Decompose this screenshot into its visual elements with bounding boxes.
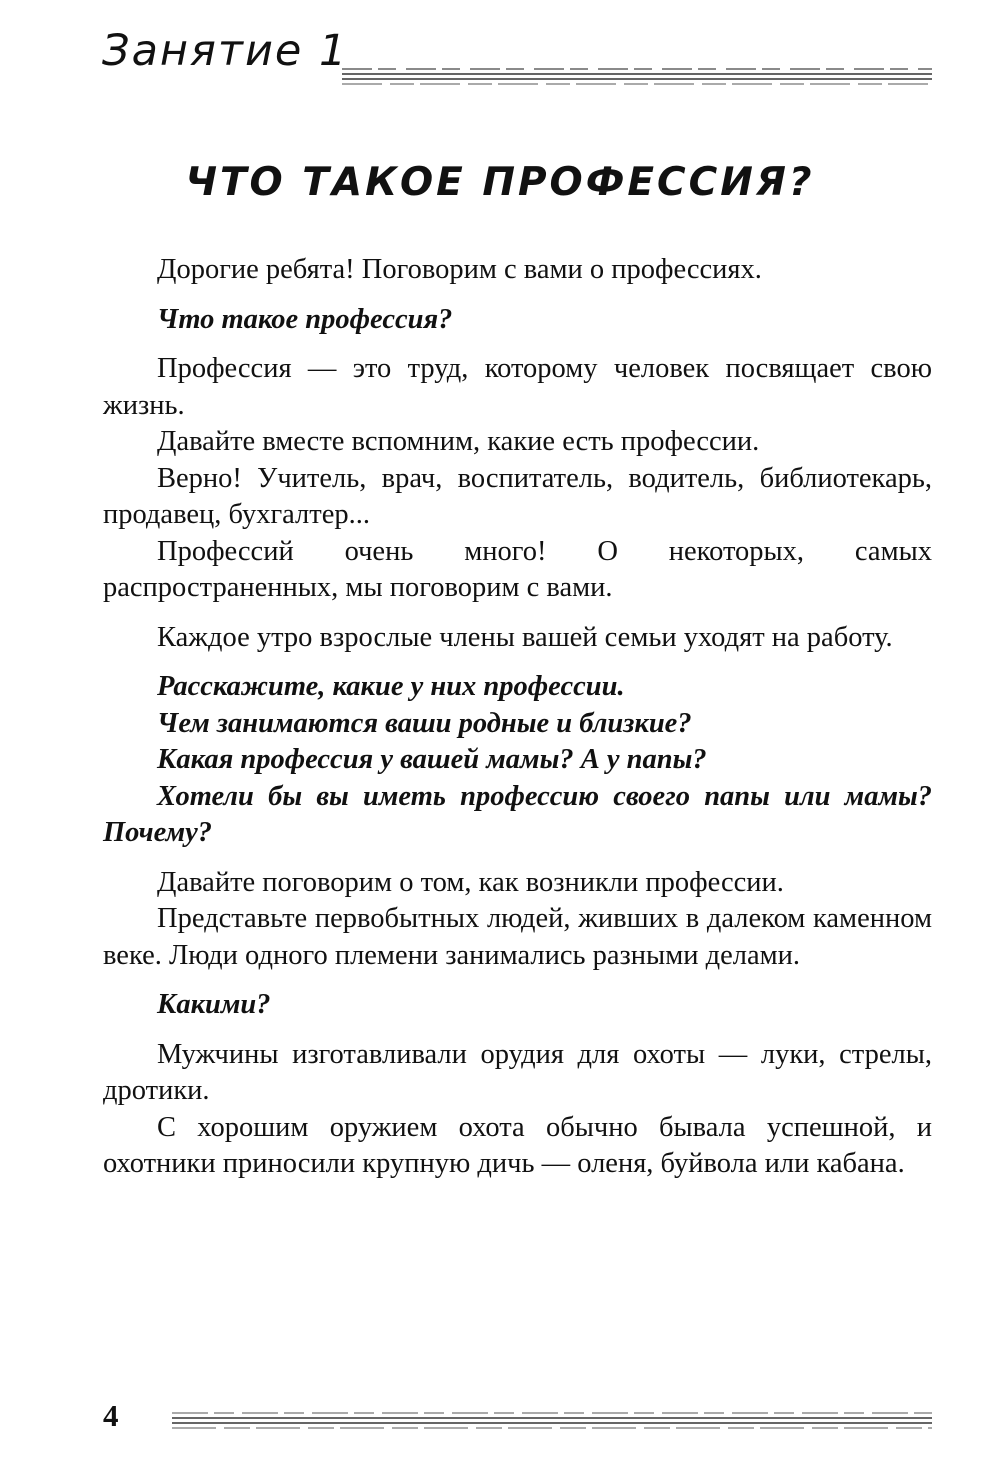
paragraph: С хорошим оружием охота обычно бывала успешной, и охотники приносили крупную дичь — оленя, буйвола или кабана. [103, 1111, 932, 1179]
lesson-title: Занятие 1 [102, 26, 349, 76]
paragraph: Дорогие ребята! Поговорим с вами о профессиях. [157, 254, 762, 285]
paragraph: Давайте вместе вспомним, какие есть профессии. [157, 426, 760, 457]
lesson-header [102, 18, 932, 88]
paragraph: Каждое утро взрослые члены вашей семьи уходят на работу. [157, 621, 893, 653]
chapter-title: ЧТО ТАКОЕ ПРОФЕССИЯ? [185, 160, 815, 205]
paragraph: Верно! Учитель, врач, воспитатель, водитель, библиотекарь, продавец, бухгалтер... [103, 462, 932, 530]
question-paragraph: Какими? [157, 989, 271, 1020]
paragraph: Мужчины изготавливали орудия для охоты — луки, стрелы, дротики. [103, 1038, 932, 1106]
body-text [103, 252, 932, 1183]
page-number: 4 [103, 1398, 119, 1433]
header-rule [342, 66, 932, 86]
paragraph: Давайте поговорим о том, как возникли профессии. [157, 866, 784, 898]
question-paragraph: Какая профессия у вашей мамы? А у папы? [157, 744, 707, 775]
footer-rule [172, 1410, 932, 1430]
question-paragraph: Что такое профессия? [157, 303, 453, 335]
question-paragraph: Чем занимаются ваши родные и близкие? [157, 707, 692, 739]
question-paragraph: Хотели бы вы иметь профессию своего папы или мамы? Почему? [103, 780, 932, 848]
paragraph: Профессий очень много! О некоторых, самых распространенных, мы поговорим с вами. [103, 535, 932, 603]
paragraph: Представьте первобытных людей, живших в далеком каменном веке. Люди одного племени занимались разными делами. [103, 903, 932, 971]
question-paragraph: Расскажите, какие у них профессии. [157, 671, 625, 702]
paragraph: Профессия — это труд, которому человек посвящает свою жизнь. [103, 353, 932, 421]
